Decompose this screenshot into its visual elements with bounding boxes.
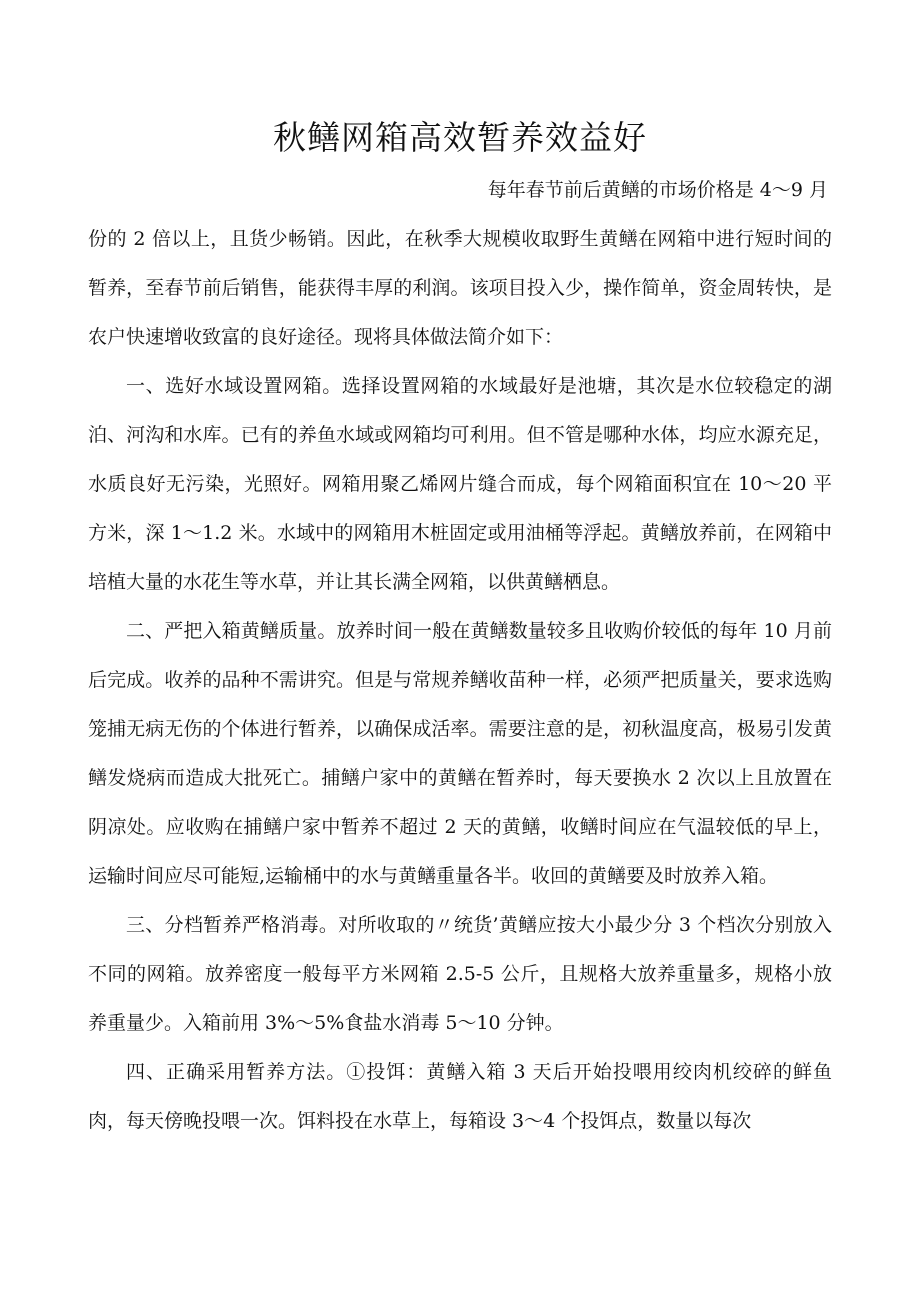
intro-paragraph-first-line: 每年春节前后黄鳝的市场价格是 4～9 月 <box>487 179 828 201</box>
section-3-paragraph: 三、分档暂养严格消毒。对所收取的〃统货’黄鳝应按大小最少分 3 个档次分别放入不同的网箱。放养密度一般每平方米网箱 2.5-5 公斤，且规格大放养重量多，规格小放养重量少。入箱前用 3%～5%食盐水消毒 5～10 分钟。 <box>88 914 832 1034</box>
document-title: 秋鳝网箱高效暂养效益好 <box>273 118 647 157</box>
section-4-paragraph: 四、正确采用暂养方法。①投饵：黄鳝入箱 3 天后开始投喂用绞肉机绞碎的鲜鱼肉，每天傍晚投喂一次。饵料投在水草上，每箱设 3～4 个投饵点，数量以每次 <box>88 1061 832 1132</box>
section-1-paragraph: 一、选好水域设置网箱。选择设置网箱的水域最好是池塘，其次是水位较稳定的湖泊、河沟和水库。已有的养鱼水域或网箱均可利用。但不管是哪种水体，均应水源充足，水质良好无污染，光照好。网箱用聚乙烯网片缝合而成，每个网箱面积宜在 10～20 平方米，深 1～1.2 米。水域中的网箱用木桩固定或用油桶等浮起。黄鳝放养前，在网箱中培植大量的水花生等水草，并让其长满全网箱，以供黄鳝栖息。 <box>88 375 832 593</box>
section-2-paragraph: 二、严把入箱黄鳝质量。放养时间一般在黄鳝数量较多且收购价较低的每年 10 月前后完成。收养的品种不需讲究。但是与常规养鳝收苗种一样，必须严把质量关，要求选购笼捕无病无伤的个体进行暂养，以确保成活率。需要注意的是，初秋温度高，极易引发黄鳝发烧病而造成大批死亡。捕鳝户家中的黄鳝在暂养时，每天要换水 2 次以上且放置在阴凉处。应收购在捕鳝户家中暂养不超过 2 天的黄鳝，收鳝时间应在气温较低的早上，运输时间应尽可能短,运输桶中的水与黄鳝重量各半。收回的黄鳝要及时放养入箱。 <box>88 620 832 887</box>
intro-paragraph: 份的 2 倍以上，且货少畅销。因此，在秋季大规模收取野生黄鳝在网箱中进行短时间的暂养，至春节前后销售，能获得丰厚的利润。该项目投入少，操作简单，资金周转快，是农户快速增收致富的良好途径。现将具体做法简介如下： <box>88 228 832 348</box>
document-body <box>88 166 832 1146</box>
